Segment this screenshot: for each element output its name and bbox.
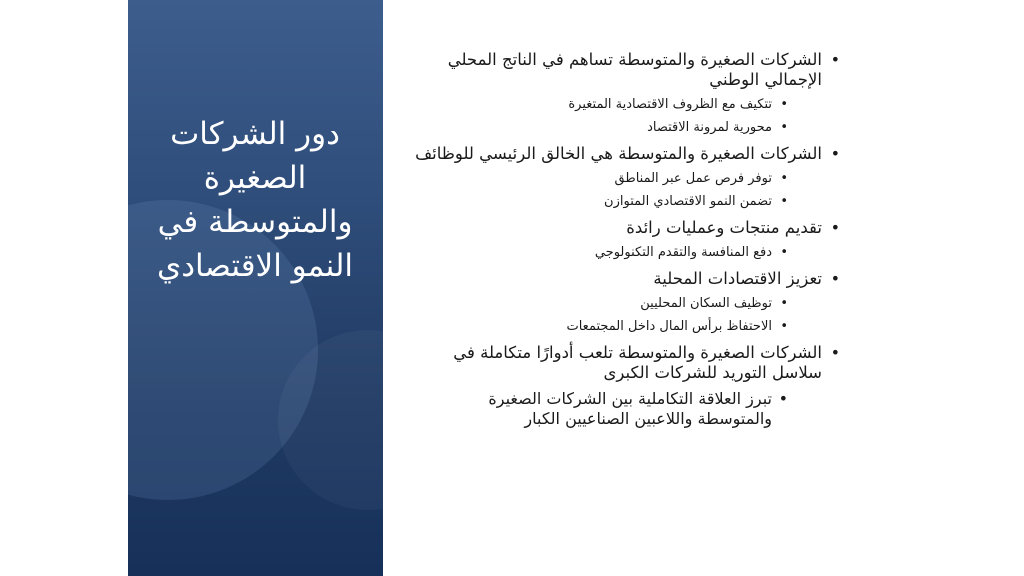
bullet-item [410, 269, 840, 335]
bullet-item [410, 144, 840, 210]
slide-title: دور الشركات الصغيرة والمتوسطة في النمو الاقتصادي [156, 116, 354, 284]
sub-bullet-item: • تبرز العلاقة التكاملية بين الشركات الصغيرة والمتوسطة واللاعبين الصناعيين الكبار [410, 389, 788, 429]
bullet-content [410, 50, 840, 429]
bullet-item [410, 218, 840, 261]
bullet-item [410, 343, 840, 429]
sub-bullet-list [410, 96, 822, 136]
bullet-text: الشركات الصغيرة والمتوسطة تلعب أدوارًا متكاملة في سلاسل التوريد للشركات الكبرى [453, 343, 822, 382]
sub-bullet-list [410, 295, 822, 335]
bullet-item [410, 50, 840, 136]
bullet-text: الشركات الصغيرة والمتوسطة تساهم في الناتج المحلي الإجمالي الوطني [447, 50, 822, 89]
sub-bullet-list [410, 389, 822, 429]
sub-bullet-item: • توفر فرص عمل عبر المناطق [410, 170, 788, 187]
sub-bullet-item: • تضمن النمو الاقتصادي المتوازن [410, 193, 788, 210]
bullet-text: الشركات الصغيرة والمتوسطة هي الخالق الرئيسي للوظائف [415, 144, 822, 163]
bullet-text: تعزيز الاقتصادات المحلية [653, 269, 822, 288]
sub-bullet-item: • توظيف السكان المحليين [410, 295, 788, 312]
sub-bullet-item: • الاحتفاظ برأس المال داخل المجتمعات [410, 318, 788, 335]
sub-bullet-item: • دفع المنافسة والتقدم التكنولوجي [410, 244, 788, 261]
sub-bullet-list [410, 170, 822, 210]
sub-bullet-item: • محورية لمرونة الاقتصاد [410, 119, 788, 136]
bullet-list [410, 50, 840, 429]
bullet-text: تقديم منتجات وعمليات رائدة [626, 218, 822, 237]
sub-bullet-item: • تتكيف مع الظروف الاقتصادية المتغيرة [410, 96, 788, 113]
title-panel [128, 0, 383, 576]
sub-bullet-list [410, 244, 822, 261]
